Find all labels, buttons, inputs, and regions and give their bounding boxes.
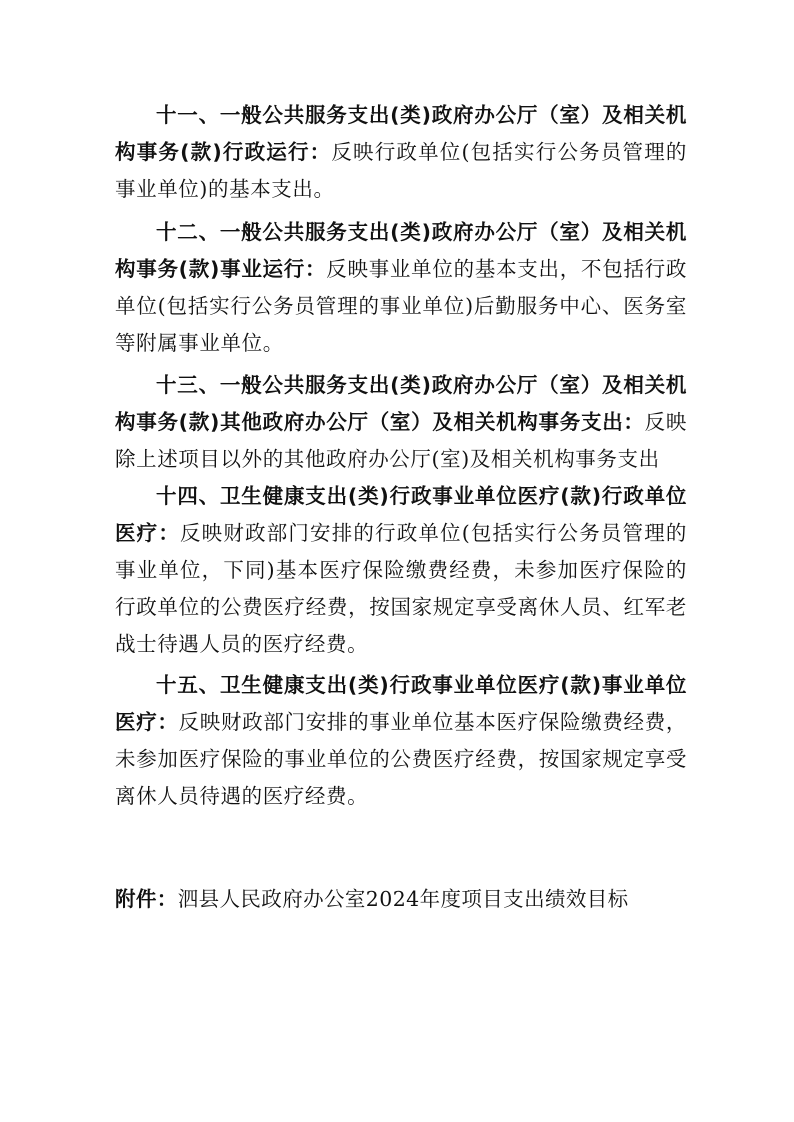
paragraph-11 — [115, 97, 687, 208]
paragraph-15 — [115, 667, 687, 815]
attachment-text: 泗县人民政府办公室2024年度项目支出绩效目标 — [177, 887, 629, 911]
paragraph-body: 反映事业单位的基本支出，不包括行政单位(包括实行公务员管理的事业单位)后勤服务中心、医务室等附属事业单位。 — [115, 257, 687, 355]
paragraph-body: 反映财政部门安排的事业单位基本医疗保险缴费经费，未参加医疗保险的事业单位的公费医疗经费，按国家规定享受离休人员待遇的医疗经费。 — [115, 710, 687, 808]
paragraph-14 — [115, 478, 687, 663]
attachment-label: 附件： — [115, 887, 178, 911]
attachment-line — [115, 881, 687, 918]
paragraph-body: 反映除上述项目以外的其他政府办公厅(室)及相关机构事务支出 — [115, 410, 687, 471]
paragraph-term: 十三、一般公共服务支出(类)政府办公厅（室）及相关机构事务(款)其他政府办公厅（室）及相关机构事务支出： — [115, 373, 687, 434]
paragraph-term: 十二、一般公共服务支出(类)政府办公厅（室）及相关机构事务(款)事业运行： — [115, 220, 687, 281]
paragraph-body: 反映行政单位(包括实行公务员管理的事业单位)的基本支出。 — [115, 140, 687, 201]
paragraph-body: 反映财政部门安排的行政单位(包括实行公务员管理的事业单位，下同)基本医疗保险缴费经费，未参加医疗保险的行政单位的公费医疗经费，按国家规定享受离休人员、红军老战士待遇人员的医疗经费。 — [115, 521, 687, 656]
paragraph-term: 十五、卫生健康支出(类)行政事业单位医疗(款)事业单位医疗： — [115, 673, 687, 734]
paragraph-12 — [115, 214, 687, 362]
paragraph-term: 十一、一般公共服务支出(类)政府办公厅（室）及相关机构事务(款)行政运行： — [115, 103, 687, 164]
paragraph-term: 十四、卫生健康支出(类)行政事业单位医疗(款)行政单位医疗： — [115, 484, 687, 545]
paragraph-13 — [115, 367, 687, 478]
